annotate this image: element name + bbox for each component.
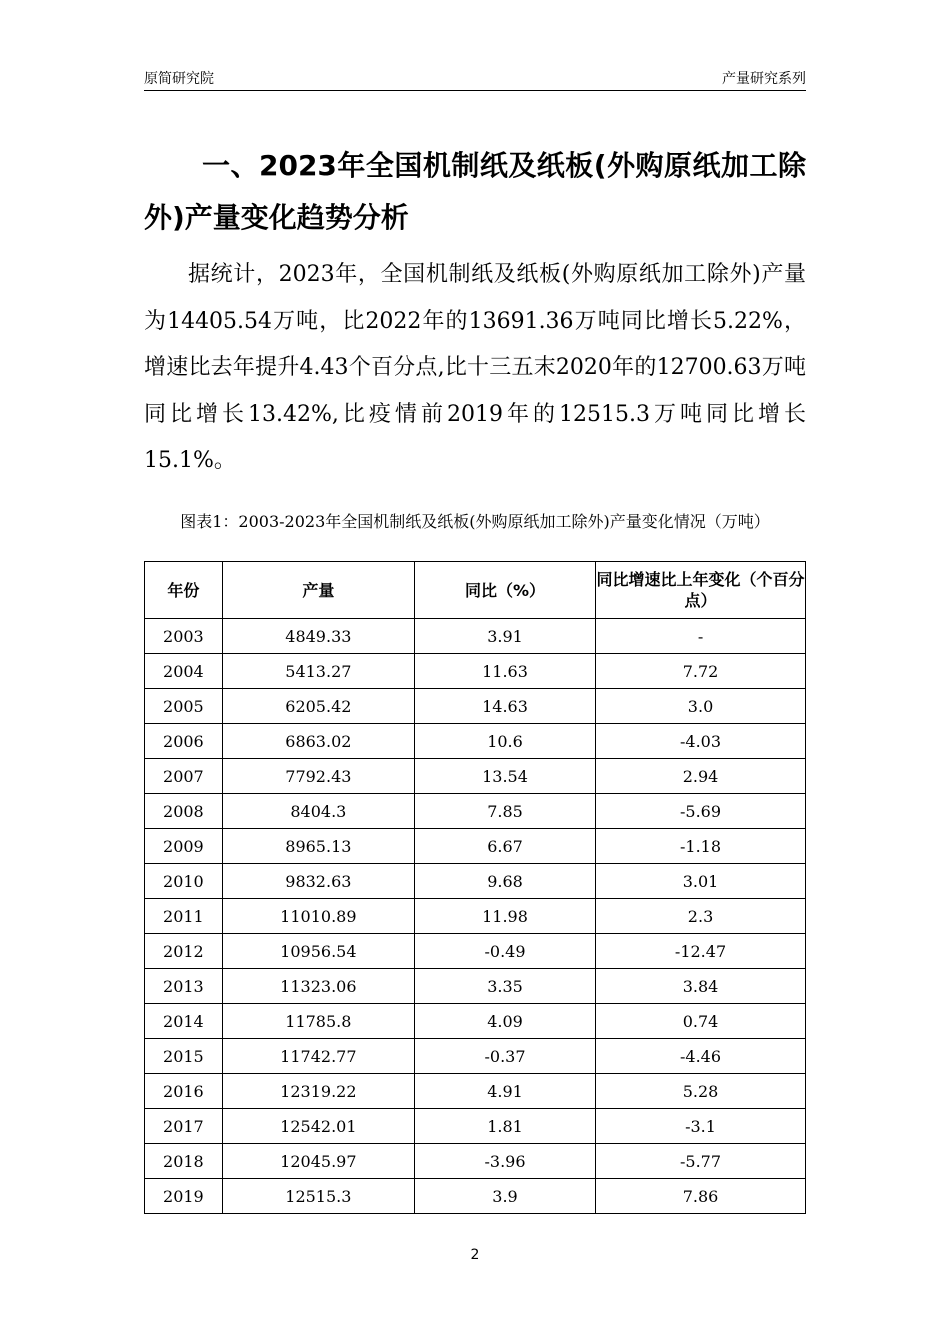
cell-yoy-change: 3.0	[596, 689, 806, 724]
table-caption: 图表1：2003-2023年全国机制纸及纸板(外购原纸加工除外)产量变化情况（万吨）	[180, 512, 770, 531]
cell-yoy-change: -1.18	[596, 829, 806, 864]
cell-yoy: 11.63	[414, 654, 595, 689]
cell-yoy-change: 0.74	[596, 1004, 806, 1039]
cell-output: 5413.27	[222, 654, 414, 689]
cell-year: 2006	[145, 724, 223, 759]
cell-output: 11323.06	[222, 969, 414, 1004]
cell-output: 8404.3	[222, 794, 414, 829]
page-number: 2	[470, 1247, 480, 1263]
cell-yoy-change: 7.72	[596, 654, 806, 689]
cell-output: 12542.01	[222, 1109, 414, 1144]
table-row	[145, 1004, 806, 1039]
cell-year: 2004	[145, 654, 223, 689]
cell-yoy: 3.35	[414, 969, 595, 1004]
cell-yoy-change: -4.03	[596, 724, 806, 759]
table-row	[145, 1039, 806, 1074]
cell-yoy: 10.6	[414, 724, 595, 759]
table-row	[145, 759, 806, 794]
cell-year: 2013	[145, 969, 223, 1004]
cell-yoy: -3.96	[414, 1144, 595, 1179]
cell-yoy-change: 2.3	[596, 899, 806, 934]
cell-yoy: 9.68	[414, 864, 595, 899]
cell-yoy: 1.81	[414, 1109, 595, 1144]
body-paragraph: 据统计，2023年，全国机制纸及纸板(外购原纸加工除外)产量为14405.54万吨，比2022年的13691.36万吨同比增长5.22%，增速比去年提升4.43个百分点,比十三五末2020年的12700.63万吨同比增长13.42%,比疫情前2019年的12515.3万吨同比增长15.1%。	[144, 262, 806, 473]
header-org-name: 原简研究院	[144, 71, 214, 87]
page-header	[144, 68, 806, 91]
cell-yoy-change: 5.28	[596, 1074, 806, 1109]
cell-output: 7792.43	[222, 759, 414, 794]
cell-yoy: 11.98	[414, 899, 595, 934]
cell-year: 2014	[145, 1004, 223, 1039]
cell-year: 2019	[145, 1179, 223, 1214]
header-year: 年份	[145, 562, 223, 619]
cell-yoy: 4.09	[414, 1004, 595, 1039]
cell-yoy-change: 3.01	[596, 864, 806, 899]
table-row	[145, 899, 806, 934]
cell-yoy: 3.91	[414, 619, 595, 654]
cell-output: 11010.89	[222, 899, 414, 934]
cell-output: 12515.3	[222, 1179, 414, 1214]
cell-yoy: 14.63	[414, 689, 595, 724]
table-row	[145, 864, 806, 899]
cell-output: 10956.54	[222, 934, 414, 969]
cell-year: 2008	[145, 794, 223, 829]
cell-year: 2018	[145, 1144, 223, 1179]
cell-yoy: -0.37	[414, 1039, 595, 1074]
cell-output: 11742.77	[222, 1039, 414, 1074]
production-table	[144, 561, 806, 1214]
header-yoy-change: 同比增速比上年变化（个百分点）	[596, 562, 806, 619]
header-yoy: 同比（%）	[414, 562, 595, 619]
table-row	[145, 829, 806, 864]
cell-year: 2012	[145, 934, 223, 969]
cell-yoy: 3.9	[414, 1179, 595, 1214]
cell-yoy: 6.67	[414, 829, 595, 864]
table-row	[145, 619, 806, 654]
cell-output: 11785.8	[222, 1004, 414, 1039]
table-row	[145, 1144, 806, 1179]
cell-yoy-change: 3.84	[596, 969, 806, 1004]
cell-yoy-change: -12.47	[596, 934, 806, 969]
table-header-row	[145, 562, 806, 619]
section-title: 一、2023年全国机制纸及纸板(外购原纸加工除外)产量变化趋势分析	[144, 149, 806, 234]
cell-yoy-change: -3.1	[596, 1109, 806, 1144]
cell-output: 6205.42	[222, 689, 414, 724]
cell-output: 4849.33	[222, 619, 414, 654]
cell-year: 2010	[145, 864, 223, 899]
cell-yoy-change: -5.77	[596, 1144, 806, 1179]
cell-year: 2017	[145, 1109, 223, 1144]
table-row	[145, 794, 806, 829]
cell-yoy: -0.49	[414, 934, 595, 969]
cell-yoy: 4.91	[414, 1074, 595, 1109]
cell-year: 2016	[145, 1074, 223, 1109]
cell-output: 8965.13	[222, 829, 414, 864]
table-row	[145, 1109, 806, 1144]
cell-output: 6863.02	[222, 724, 414, 759]
table-row	[145, 1179, 806, 1214]
cell-year: 2009	[145, 829, 223, 864]
table-row	[145, 724, 806, 759]
cell-year: 2005	[145, 689, 223, 724]
cell-year: 2011	[145, 899, 223, 934]
table-row	[145, 969, 806, 1004]
cell-yoy-change: 7.86	[596, 1179, 806, 1214]
header-output: 产量	[222, 562, 414, 619]
table-row	[145, 1074, 806, 1109]
cell-output: 12045.97	[222, 1144, 414, 1179]
cell-yoy: 13.54	[414, 759, 595, 794]
table-row	[145, 934, 806, 969]
cell-yoy: 7.85	[414, 794, 595, 829]
cell-year: 2003	[145, 619, 223, 654]
header-series-name: 产量研究系列	[722, 71, 806, 87]
cell-year: 2007	[145, 759, 223, 794]
cell-output: 9832.63	[222, 864, 414, 899]
cell-output: 12319.22	[222, 1074, 414, 1109]
cell-yoy-change: -4.46	[596, 1039, 806, 1074]
cell-yoy-change: 2.94	[596, 759, 806, 794]
table-row	[145, 654, 806, 689]
table-row	[145, 689, 806, 724]
cell-yoy-change: -5.69	[596, 794, 806, 829]
cell-year: 2015	[145, 1039, 223, 1074]
cell-yoy-change: -	[596, 619, 806, 654]
table-body	[145, 619, 806, 1214]
